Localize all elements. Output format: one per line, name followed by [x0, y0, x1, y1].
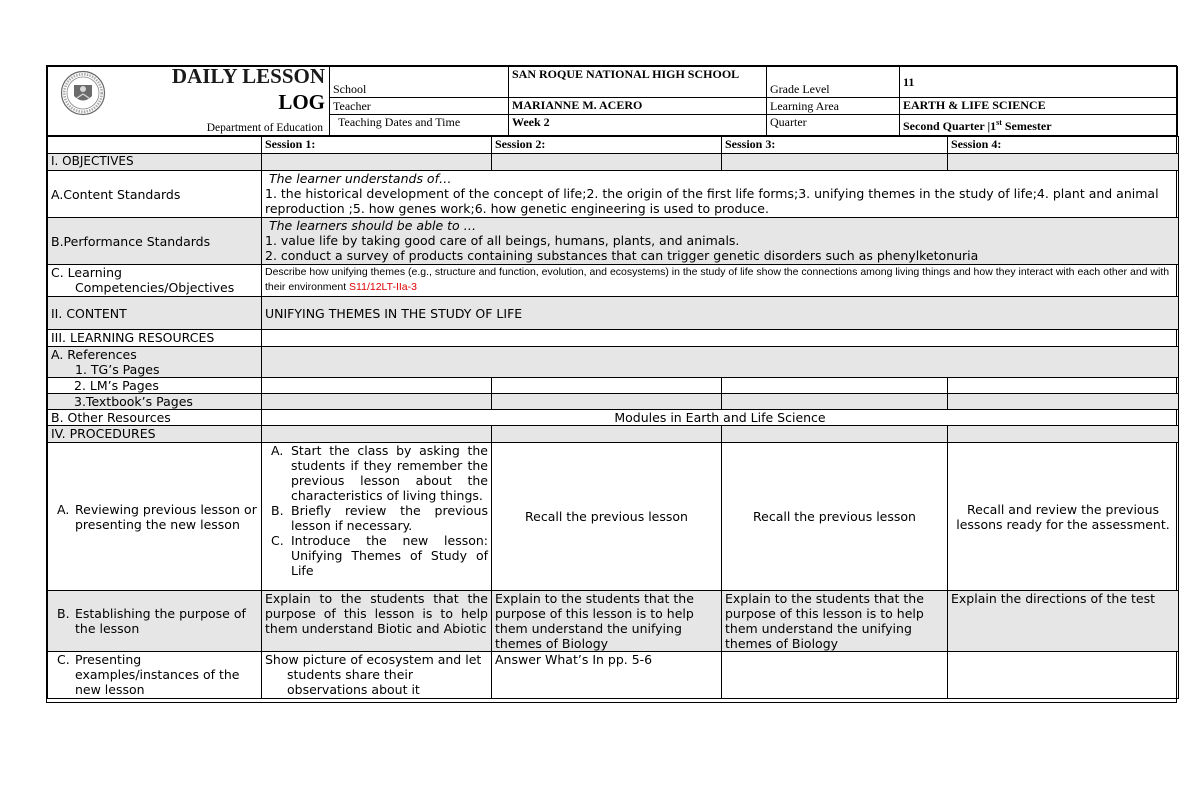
performance-standards-label: B.Performance Standards: [48, 218, 262, 265]
grade-label: Grade Level: [767, 67, 900, 98]
quarter-label: Quarter: [767, 114, 900, 135]
performance-standards-text: The learners should be able to … 1. value life by taking good care of all beings, humans, plants, and animals. 2. conduct a survey of products containing substances that can trigger genetic disorders such as phenylketonuria: [262, 218, 1179, 265]
learning-area-value: EARTH & LIFE SCIENCE: [900, 98, 1178, 114]
competencies-label: C. Learning Competencies/Objectives: [48, 265, 262, 297]
school-value: SAN ROQUE NATIONAL HIGH SCHOOL: [509, 67, 767, 98]
blank-corner: [48, 137, 262, 154]
session-3-header: Session 3:: [722, 137, 948, 154]
session-2-header: Session 2:: [492, 137, 722, 154]
procedure-a-item-c: C. Introduce the new lesson: Unifying Themes of Study of Life: [271, 533, 488, 578]
learning-area-label: Learning Area: [767, 98, 900, 114]
procedure-a-item-a: A. Start the class by asking the students if they remember the previous lesson about the characteristics of living things.: [271, 443, 488, 503]
procedure-b-session-1: Explain to the students that the purpose of this lesson is to help them understand Biotic and Abiotic: [262, 591, 492, 652]
department-label: Department of Education: [206, 122, 323, 134]
header-table: [47, 66, 1178, 136]
school-label: School: [330, 67, 509, 98]
procedure-a-session-4: Recall and review the previous lessons ready for the assessment.: [948, 443, 1179, 591]
procedure-a-session-2: Recall the previous lesson: [492, 443, 722, 591]
content-standards-label: A.Content Standards: [48, 171, 262, 218]
lesson-grid: [47, 136, 1179, 699]
teacher-label: Teacher: [330, 98, 509, 114]
session-4-header: Session 4:: [948, 137, 1179, 154]
competency-code: S11/12LT-IIa-3: [349, 281, 417, 293]
daily-lesson-log-sheet: [46, 65, 1177, 703]
procedure-b-session-4: Explain the directions of the test: [948, 591, 1179, 652]
references-label: A. References 1. TG’s Pages: [48, 347, 262, 378]
objectives-heading: I. OBJECTIVES: [48, 154, 262, 171]
learning-resources-heading: III. LEARNING RESOURCES: [48, 330, 262, 347]
content-standards-text: The learner understands of… 1. the historical development of the concept of life;2. the origin of the first life forms;3. unifying themes in the study of life;4. plant and animal reproduction ;5. how genes work;6. how genetic engineering is used to produce.: [262, 171, 1179, 218]
procedures-heading: IV. PROCEDURES: [48, 426, 262, 443]
content-value: UNIFYING THEMES IN THE STUDY OF LIFE: [262, 297, 1179, 330]
lm-pages-label: 2. LM’s Pages: [48, 378, 262, 394]
session-1-header: Session 1:: [262, 137, 492, 154]
procedure-a-item-b: B. Briefly review the previous lesson if necessary.: [271, 503, 488, 533]
procedure-a-session-1: [262, 443, 492, 591]
header-logo-cell: [48, 67, 330, 136]
teacher-value: MARIANNE M. ACERO: [509, 98, 767, 114]
competencies-text: Describe how unifying themes (e.g., structure and function, evolution, and ecosystems) in the study of life show the connections among living things and how they interact with each other and with their environment S11/12LT-IIa-3: [262, 265, 1179, 297]
quarter-value: Second Quarter |1st Semester: [900, 114, 1178, 135]
procedure-b-label: B. Establishing the purpose of the lesson: [48, 591, 262, 652]
content-label: II. CONTENT: [48, 297, 262, 330]
textbook-pages-label: 3.Textbook’s Pages: [48, 394, 262, 410]
other-resources-value: Modules in Earth and Life Science: [262, 410, 1179, 426]
procedure-b-session-2: Explain to the students that the purpose of this lesson is to help them understand the unifying themes of Biology: [492, 591, 722, 652]
procedure-c-session-1: Show picture of ecosystem and let students share their observations about it: [262, 652, 492, 699]
procedure-c-label: C. Presenting examples/instances of the new lesson: [48, 652, 262, 699]
other-resources-label: B. Other Resources: [48, 410, 262, 426]
procedure-a-label: A. Reviewing previous lesson or presenting the new lesson: [48, 443, 262, 591]
grade-value: 11: [900, 67, 1178, 98]
teaching-dates-label: Teaching Dates and Time: [330, 114, 509, 135]
page-title-line1: DAILY LESSON: [171, 66, 325, 88]
procedure-b-session-3: Explain to the students that the purpose of this lesson is to help them understand the unifying themes of Biology: [722, 591, 948, 652]
procedure-a-session-3: Recall the previous lesson: [722, 443, 948, 591]
teaching-dates-value: Week 2: [509, 114, 767, 135]
procedure-c-session-2: Answer What’s In pp. 5-6: [492, 652, 722, 699]
deped-seal-icon: [60, 70, 106, 116]
page-title-line2: LOG: [278, 90, 325, 114]
